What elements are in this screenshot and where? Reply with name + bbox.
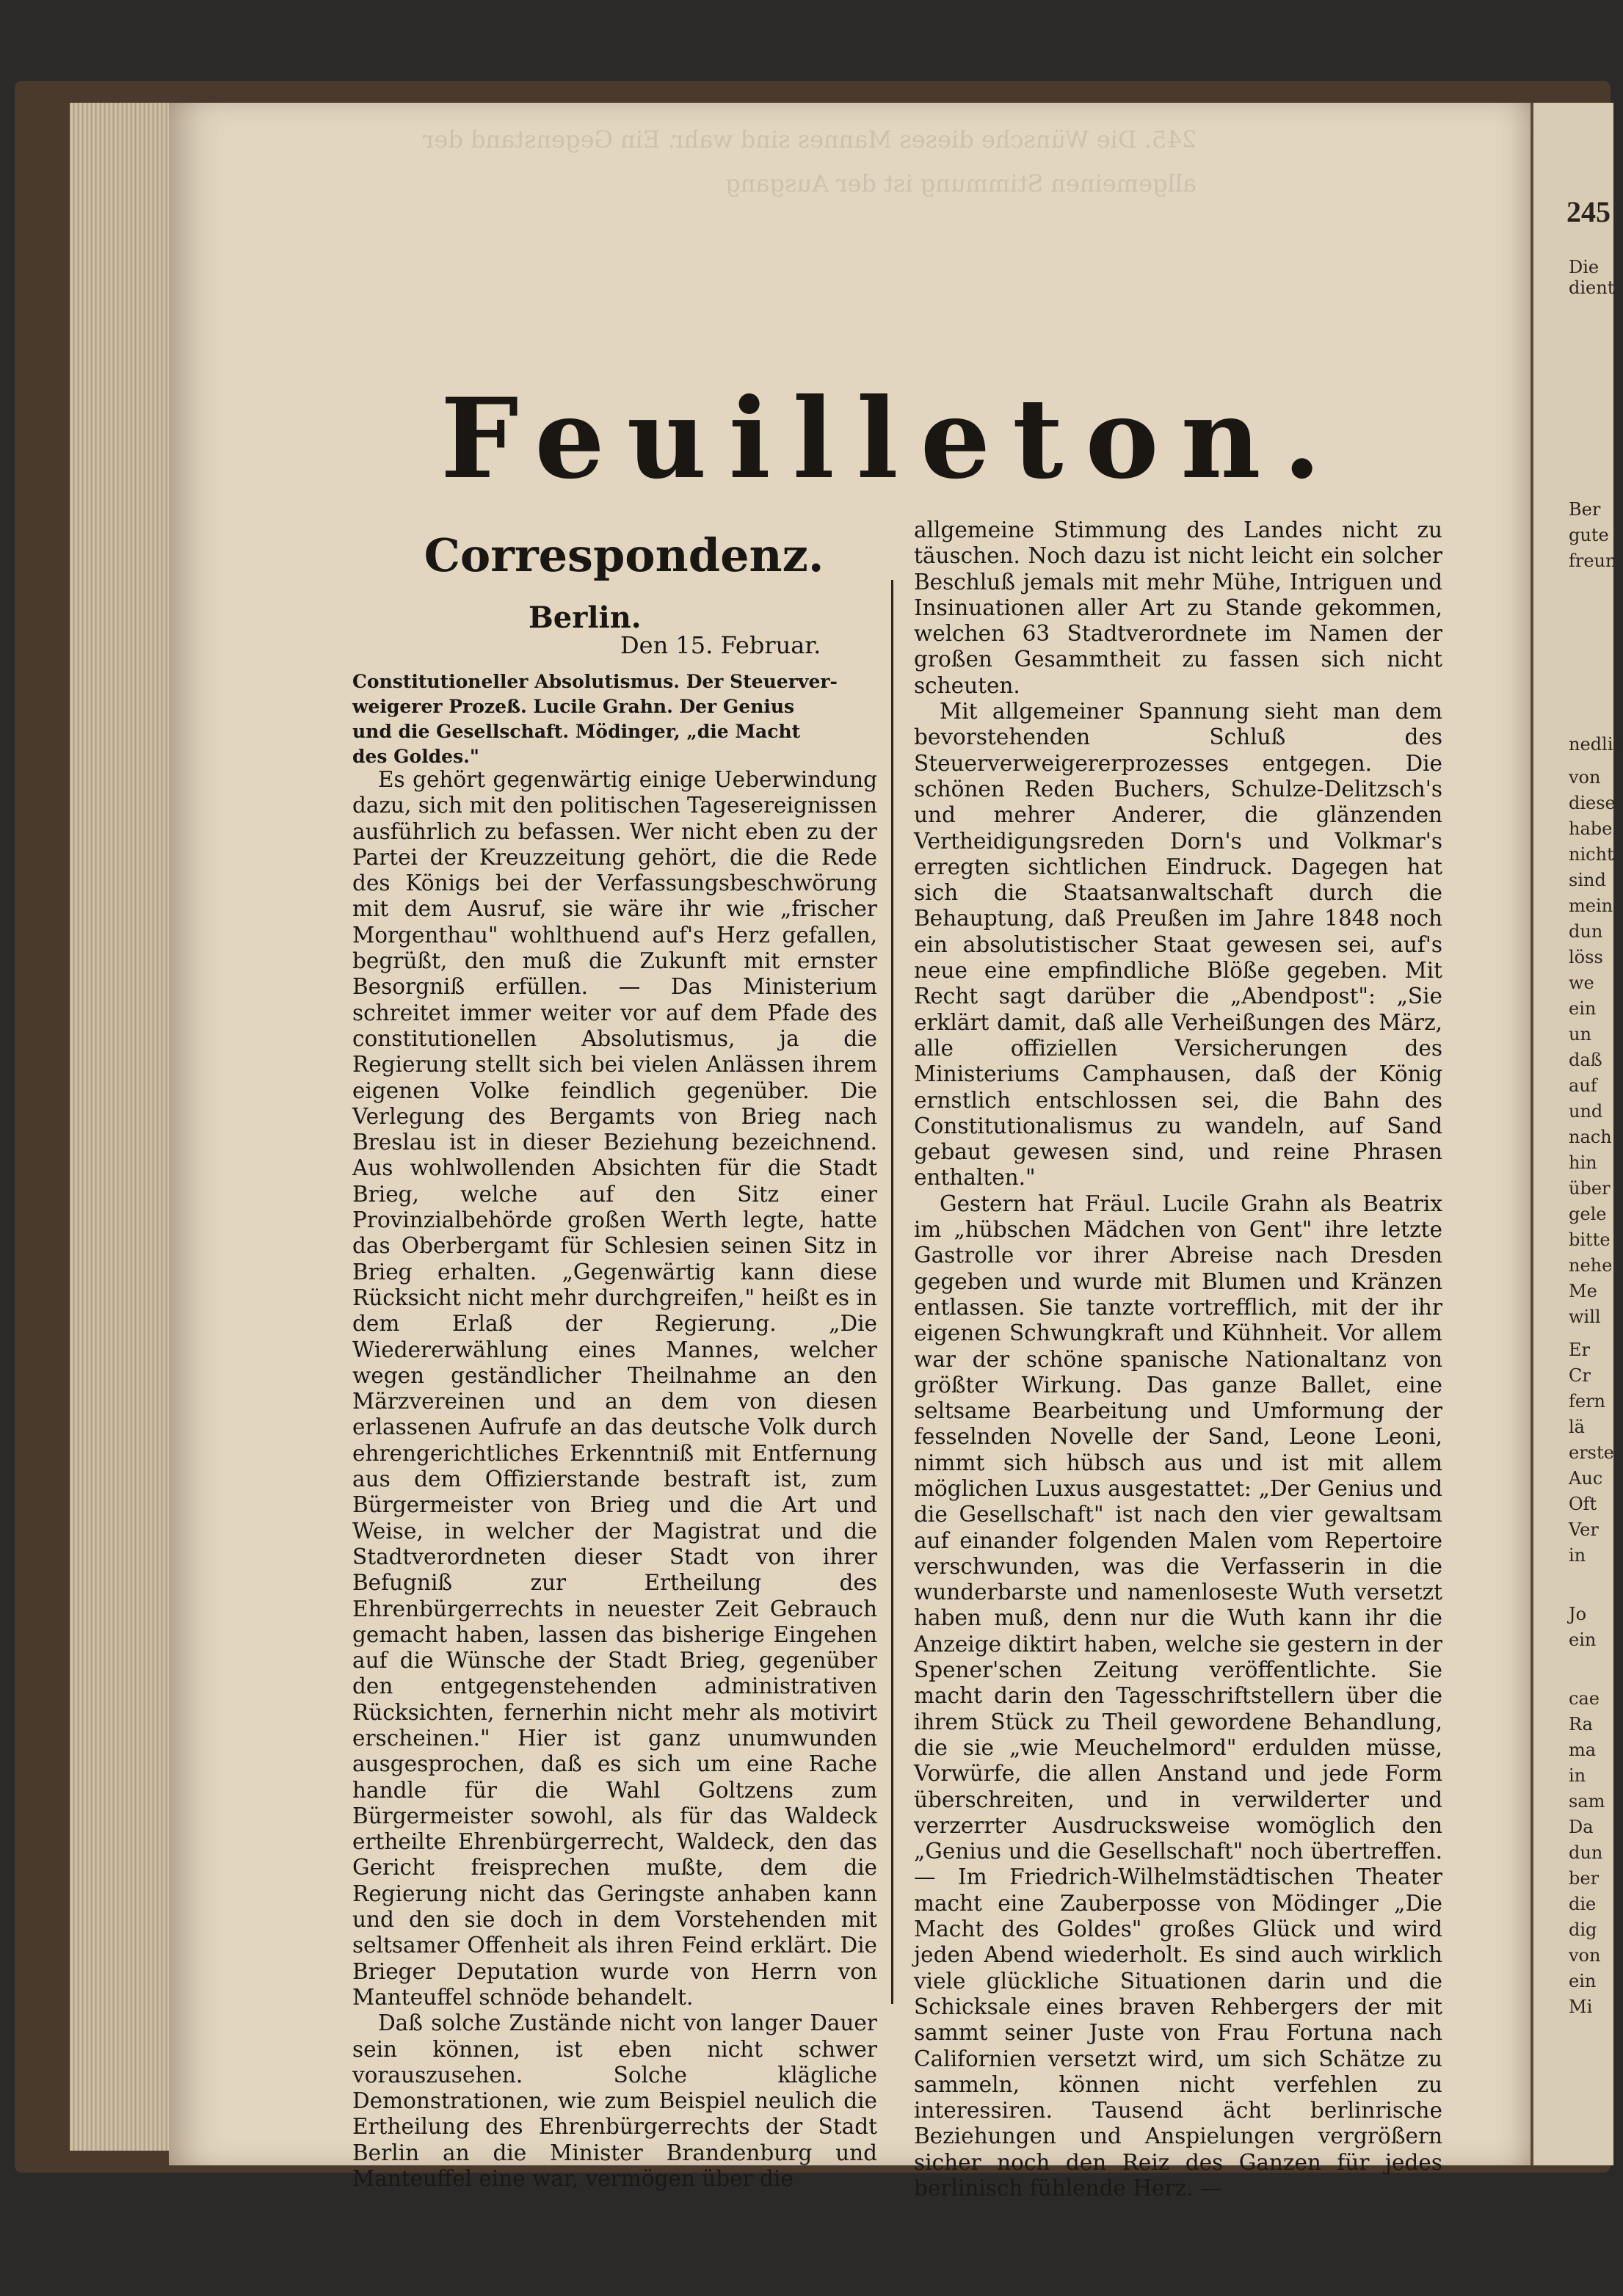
right-page-fragment: Ver bbox=[1569, 1519, 1599, 1540]
dateline-city: Berlin. bbox=[529, 600, 642, 635]
right-column bbox=[914, 517, 1442, 2201]
right-page-strip bbox=[1531, 103, 1623, 2165]
right-page-fragment: in bbox=[1569, 1545, 1586, 1566]
paragraph: Mit allgemeiner Spannung sieht man dem bevorstehenden Schluß des Steuerverweigererprozesses entgegen. Die schönen Reden Buchers, Schulze-Delitzsch's und mehrer Anderer, die glänzenden Vertheidigungsreden Dorn's und Volkmar's erregten sichtlichen Eindruck. Dagegen hat sich die Staatsanwaltschaft durch die Behauptung, daß Preußen im Jahre 1848 noch ein absolutistischer Staat gewesen sei, auf's neue eine empfindliche Blöße gegeben. Mit Recht sagt darüber die „Abendpost": „Sie erklärt damit, daß alle Verheißungen des März, alle offiziellen Versicherungen des Ministeriums Camphausen, daß der König ernstlich entschlossen sei, die Bahn des Constitutionalismus zu wandeln, auf Sand gebaut gewesen sind, und reine Phrasen enthalten." bbox=[914, 699, 1442, 1191]
right-page-fragment: nedlic bbox=[1569, 734, 1623, 755]
summary-line: und die Gesellschaft. Mödinger, „die Macht bbox=[352, 721, 801, 742]
right-page-fragment: Er bbox=[1569, 1340, 1590, 1360]
paragraph: Daß solche Zustände nicht von langer Dauer sein können, ist eben nicht schwer vorauszusehen. Solche klägliche Demonstrationen, wie zum Beispiel neulich die Ertheilung des Ehrenbürgerrechts der Stadt Berlin an die Minister Brandenburg und Manteuffel eine war, vermögen über die bbox=[352, 2010, 877, 2192]
right-page-fragment: gele bbox=[1569, 1204, 1607, 1224]
page-edges bbox=[70, 103, 180, 2151]
right-page-fragment: in bbox=[1569, 1765, 1586, 1786]
right-page-fragment: un bbox=[1569, 1024, 1591, 1045]
right-page-fragment: nicht bbox=[1569, 844, 1614, 865]
right-page-fragment: sind bbox=[1569, 870, 1606, 890]
right-page-fragment: Cr bbox=[1569, 1365, 1591, 1386]
right-page-fragment: Die bbox=[1569, 257, 1600, 277]
right-page-fragment: ein bbox=[1569, 1630, 1597, 1650]
right-page-fragment: bitte bbox=[1569, 1229, 1611, 1250]
summary-line: Constitutioneller Absolutismus. Der Steuerver- bbox=[352, 671, 838, 692]
paragraph: Gestern hat Fräul. Lucile Grahn als Beatrix im „hübschen Mädchen von Gent" ihre letzte Gastrolle vor ihrer Abreise nach Dresden gegeben und wurde mit Blumen und Kränzen entlassen. Sie tanzte vortrefflich, mit der ihr eigenen Schwungkraft und Kühnheit. Vor allem war der schöne spanische Nationaltanz von größter Wirkung. Das ganze Ballet, eine seltsame Bearbeitung und Umformung der fesselnden Novelle der Sand, Leone Leoni, nimmt sich hübsch aus und ist mit allem möglichen Luxus ausgestattet: „Der Genius und die Gesellschaft" ist nach den vier gewaltsam auf einander folgenden Malen vom Repertoire verschwunden, was die Verfasserin in die wunderbarste und namenloseste Wuth versetzt haben muß, denn nur die Wuth kann ihr die Anzeige diktirt haben, welche sie gestern in der Spener'schen Zeitung veröffentlichte. Sie macht darin den Tagesschriftstellern über die ihrem Stück zu Theil gewordene Behandlung, die sie „wie Meuchelmord" erdulden müsse, Vorwürfe, die allen Anstand und jede Form überschreiten, und in verwilderter und verzerrter Ausdrucksweise womöglich den „Genius und die Gesellschaft" noch übertreffen. — Im Friedrich-Wilhelmstädtischen Theater macht eine Zauberposse von Mödinger „Die Macht des Goldes" großes Glück und wird jeden Abend wiederholt. Es sind auch wirklich viele glückliche Situationen darin und die Schicksale eines braven Rehbergers der mit sammt seiner Juste von Frau Fortuna nach Californien versetzt wird, um sich Schätze zu sammeln, können nicht verfehlen zu interessiren. Tausend ächt berlinrische Beziehungen und Anspielungen vergrößern sicher noch den Reiz des Ganzen für jedes berlinisch fühlende Herz. — bbox=[914, 1191, 1442, 2201]
right-page-fragment: Me bbox=[1569, 1281, 1597, 1301]
right-page-fragment: Mi bbox=[1569, 1997, 1593, 2017]
right-page-fragment: ber bbox=[1569, 1868, 1600, 1889]
right-page-fragment: nehe bbox=[1569, 1255, 1613, 1276]
right-page-fragment: und bbox=[1569, 1101, 1603, 1122]
right-page-fragment: erste bbox=[1569, 1442, 1614, 1463]
right-page-fragment: löss bbox=[1569, 947, 1603, 967]
right-page-fragment: auf bbox=[1569, 1075, 1597, 1096]
right-page-fragment: habe bbox=[1569, 818, 1613, 839]
right-page-fragment: ein bbox=[1569, 1971, 1597, 1991]
right-page-fragment: will bbox=[1569, 1307, 1601, 1327]
right-page-fragment: lä bbox=[1569, 1417, 1585, 1437]
summary-line: weigerer Prozeß. Lucile Grahn. Der Genius bbox=[352, 696, 795, 717]
paragraph: Es gehört gegenwärtig einige Ueberwindung dazu, sich mit den politischen Tagesereignissen ausführlich zu befassen. Wer nicht eben zu der Partei der Kreuzzeitung gehört, die die Rede des Königs bei der Verfassungsbeschwörung mit dem Ausruf, sie wäre ihr wie „frischer Morgenthau" wohlthuend auf's Herz gefallen, begrüßt, den muß die Zukunft mit ernster Besorgniß erfüllen. — Das Ministerium schreitet immer weiter vor auf dem Pfade des constitutionellen Absolutismus, ja die Regierung stellt sich bei vielen Anlässen ihrem eigenen Volke feindlich gegenüber. Die Verlegung des Bergamts von Brieg nach Breslau ist in dieser Beziehung bezeichnend. Aus wohlwollenden Absichten für die Stadt Brieg, welche auf den Sitz einer Provinzialbehörde großen Werth legte, hatte das Oberbergamt für Schlesien seinen Sitz in Brieg erhalten. „Gegenwärtig kann diese Rücksicht nicht mehr durchgreifen," heißt es in dem Erlaß der Regierung. „Die Wiedererwählung eines Mannes, welcher wegen geständlicher Theilnahme an den Märzvereinen und an dem von diesen erlassenen Aufrufe an das deutsche Volk durch ehrengerichtliches Erkenntniß mit Entfernung aus dem Offizierstande bestraft ist, zum Bürgermeister von Brieg und die Art und Weise, in welcher der Magistrat und die Stadtverordneten dieser Stadt von ihrer Befugniß zur Ertheilung des Ehrenbürgerrechts in neuester Zeit Gebrauch gemacht haben, lassen das bisherige Eingehen auf die Wünsche der Stadt Brieg, gegenüber den entgegenstehenden administrativen Rücksichten, fernerhin nicht mehr als motivirt erscheinen." Hier ist ganz unumwunden ausgesprochen, daß es sich um eine Rache handle für die Wahl Goltzens zum Bürgermeister sowohl, als für das Waldeck ertheilte Ehrenbürgerrecht, Waldeck, den das Gericht freisprechen mußte, dem die Regierung nicht das Geringste anhaben kann und den sie doch in dem Vorstehenden mit seltsamer Offenheit als ihren Feind erklärt. Die Brieger Deputation wurde von Herrn von Manteuffel schnöde behandelt. bbox=[352, 767, 877, 2010]
right-page-fragment: dient bbox=[1569, 277, 1615, 298]
right-page-fragment: hin bbox=[1569, 1152, 1597, 1173]
right-page-fragment: freun bbox=[1569, 551, 1617, 571]
right-page-fragment: Auc bbox=[1569, 1468, 1603, 1489]
right-page-fragment: dig bbox=[1569, 1919, 1597, 1940]
bleed-through-text: 245. Die Wünsche dieses Mannes sind wahr. Ein Gegenstand der allgemeinen Stimmung ist der Ausgang bbox=[423, 126, 1197, 197]
right-page-fragment: gute bbox=[1569, 525, 1609, 545]
right-page-fragment: über bbox=[1569, 1178, 1611, 1199]
right-page-fragment: daß bbox=[1569, 1050, 1602, 1070]
right-page-fragment: cae bbox=[1569, 1688, 1600, 1709]
paragraph: allgemeine Stimmung des Landes nicht zu täuschen. Noch dazu ist nicht leicht ein solcher Beschluß jemals mit mehr Mühe, Intriguen und Insinuationen aller Art zu Stande gekommen, welchen 63 Stadtverordnete im Namen der großen Gesammtheit zu fassen sich nicht scheuten. bbox=[914, 517, 1442, 698]
right-page-fragment: von bbox=[1569, 1945, 1601, 1966]
right-page-fragment: dun bbox=[1569, 921, 1603, 942]
page-number: 245 bbox=[1566, 195, 1611, 228]
right-page-fragment: diese bbox=[1569, 793, 1616, 813]
right-page-fragment: die bbox=[1569, 1894, 1597, 1914]
right-page-fragment: Ra bbox=[1569, 1714, 1593, 1734]
right-page-fragment: fern bbox=[1569, 1391, 1606, 1412]
right-page-fragment: we bbox=[1569, 973, 1594, 993]
right-page-fragment: Da bbox=[1569, 1817, 1594, 1837]
left-column bbox=[352, 767, 877, 2192]
right-page-fragment: von bbox=[1569, 767, 1601, 788]
summary-line: des Goldes." bbox=[352, 746, 479, 767]
right-page-fragment: Jo bbox=[1569, 1604, 1587, 1624]
section-heading: Correspondenz. bbox=[424, 528, 824, 582]
right-page-fragment: dun bbox=[1569, 1842, 1603, 1863]
feuilleton-title: Feuilleton. bbox=[440, 374, 1343, 504]
right-page-fragment: Ber bbox=[1569, 499, 1601, 520]
right-page-fragment: mein bbox=[1569, 895, 1613, 916]
right-page-fragment: Oft bbox=[1569, 1494, 1597, 1514]
right-page-fragment: nach bbox=[1569, 1127, 1612, 1147]
dateline-date: Den 15. Februar. bbox=[620, 631, 821, 659]
right-page-fragment: ma bbox=[1569, 1740, 1597, 1760]
right-page-fragment: ein bbox=[1569, 998, 1597, 1019]
column-rule bbox=[891, 580, 893, 2004]
right-page-fragment: sam bbox=[1569, 1791, 1605, 1812]
article-summary bbox=[352, 669, 877, 769]
